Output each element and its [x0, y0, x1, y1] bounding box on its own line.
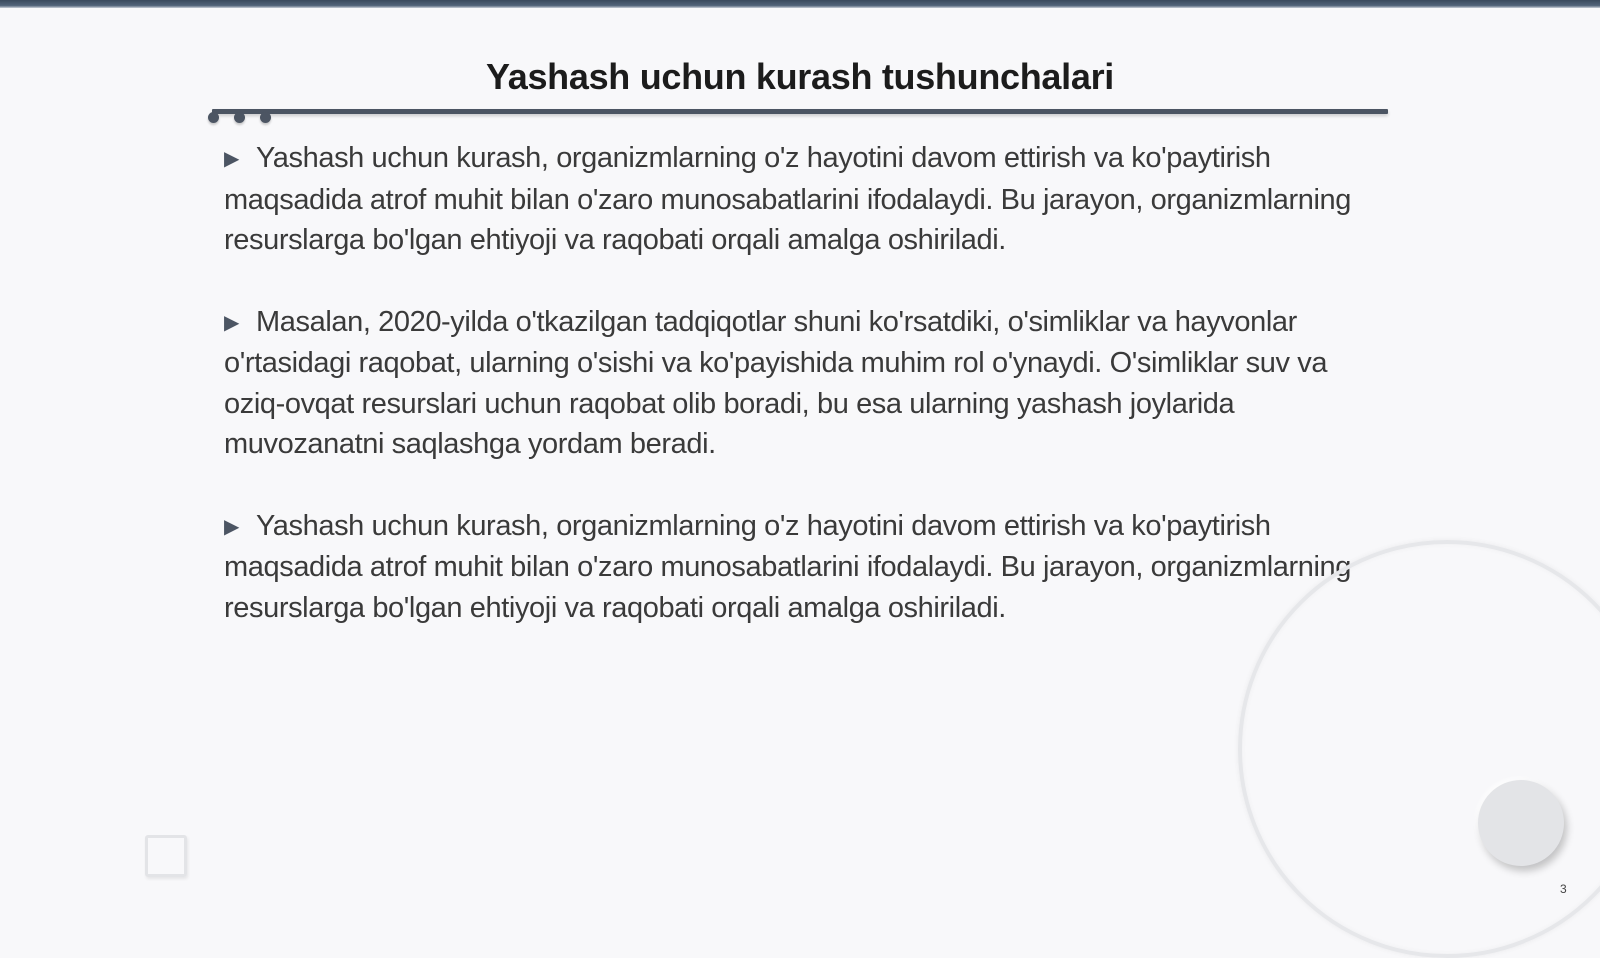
triangle-right-icon: ▶: [224, 515, 239, 538]
decorative-disc: [1478, 780, 1564, 866]
title-underline: [212, 109, 1388, 114]
triangle-right-icon: ▶: [224, 148, 239, 170]
triangle-right-icon: ▶: [224, 311, 239, 334]
bullet-text: Yashash uchun kurash, organizmlarning o'z hayotini davom ettirish va ko'paytirish maqsadida atrof muhit bilan o'zaro munosabatlarini ifodalaydi. Bu jarayon, organizmlarning resurslarga bo'lgan ehtiyoji va raqobati orqali amalga oshiriladi.: [224, 509, 1351, 624]
rule-dot: [260, 112, 271, 123]
slide-title: Yashash uchun kurash tushunchalari: [486, 56, 1114, 97]
bullet-text: Yashash uchun kurash, organizmlarning o'z hayotini davom ettirish va ko'paytirish maqsadida atrof muhit bilan o'zaro munosabatlarini ifodalaydi. Bu jarayon, organizmlarning resurslarga bo'lgan ehtiyoji va raqobati orqali amalga oshiriladi.: [224, 142, 1351, 256]
bullet-list: [224, 138, 1364, 669]
page-number: 3: [1560, 882, 1567, 896]
rule-dot: [234, 112, 245, 123]
bullet-item: [224, 138, 1364, 261]
top-accent-bar: [0, 0, 1600, 8]
bullet-item: [224, 302, 1364, 465]
bullet-text: Masalan, 2020-yilda o'tkazilgan tadqiqotlar shuni ko'rsatdiki, o'simliklar va hayvonlar o'rtasidagi raqobat, ularning o'sishi va ko'payishida muhim rol o'ynaydi. O'simliklar suv va oziq-ovqat resurslari uchun raqobat olib boradi, bu esa ularning yashash joylarida muvozanatni saqlashga yordam beradi.: [224, 305, 1328, 460]
rule-dot: [208, 112, 219, 123]
bullet-item: [224, 506, 1364, 629]
decorative-square: [145, 835, 187, 877]
